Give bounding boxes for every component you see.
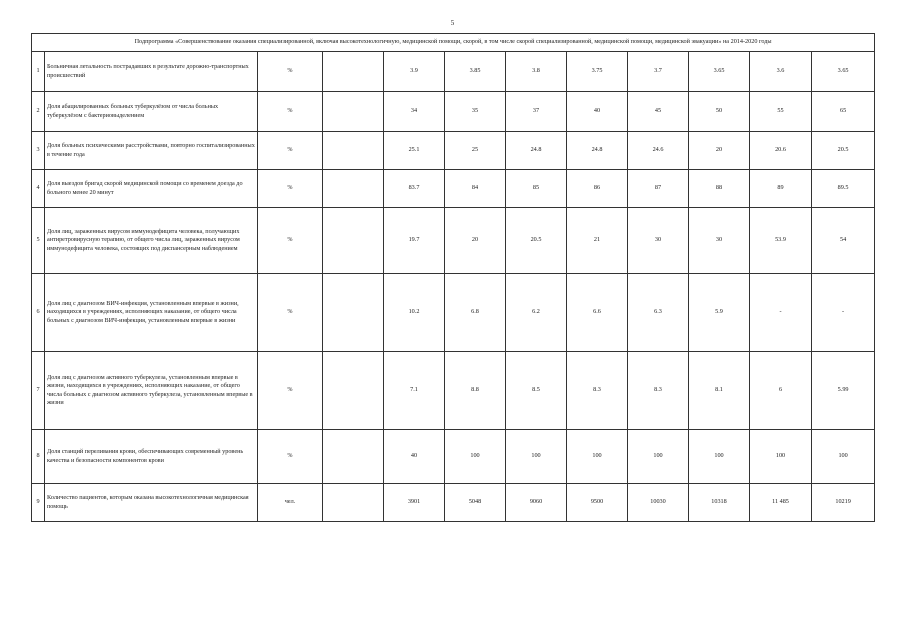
indicator-name: Количество пациентов, которым оказана высокотехнологичная медицинская помощь [45, 484, 258, 522]
value-cell: 85 [506, 170, 567, 208]
value-cell: 10219 [812, 484, 875, 522]
value-cell: 8.3 [567, 352, 628, 430]
value-cell: 3.6 [750, 52, 812, 92]
unit-cell: % [258, 52, 323, 92]
table-row [32, 352, 875, 430]
indicator-name: Доля лиц с диагнозом активного туберкулеза, установленным впервые в жизни, находящихся в учреждениях, исполняющих наказание, от общего числа больных с диагнозом активного туберкулеза, установленным впервые в жизни [45, 352, 258, 430]
value-cell: 3.75 [567, 52, 628, 92]
value-cell: 11 485 [750, 484, 812, 522]
value-cell: 53.9 [750, 208, 812, 274]
value-cell: 9060 [506, 484, 567, 522]
value-cell: 30 [689, 208, 750, 274]
subprogram-title: Подпрограмма «Совершенствование оказания специализированной, включая высокотехнологичную, медицинской помощи, скорой, в том числе скорой специализированной, медицинской помощи, медицинской эвакуации» на 2014-2020 годы [32, 34, 875, 52]
subprogram-title-row [32, 34, 875, 52]
value-cell: 10318 [689, 484, 750, 522]
row-number: 9 [32, 484, 45, 522]
value-cell: 100 [812, 430, 875, 484]
value-cell: 100 [750, 430, 812, 484]
value-cell: 87 [628, 170, 689, 208]
table-row [32, 274, 875, 352]
row-number: 2 [32, 92, 45, 132]
value-cell: 3.8 [506, 52, 567, 92]
row-number: 5 [32, 208, 45, 274]
value-cell: 10030 [628, 484, 689, 522]
value-cell: 8.8 [445, 352, 506, 430]
value-cell: 100 [689, 430, 750, 484]
indicator-name: Доля выездов бригад скорой медицинской помощи со временем доезда до больного менее 20 минут [45, 170, 258, 208]
value-cell: 54 [812, 208, 875, 274]
value-cell: 5.99 [812, 352, 875, 430]
value-cell: 24.8 [567, 132, 628, 170]
row-number: 6 [32, 274, 45, 352]
indicator-name: Доля лиц с диагнозом ВИЧ-инфекция, установленным впервые в жизни, находящихся в учреждениях, исполняющих наказание, от общего числа больных с диагнозом ВИЧ-инфекция, установленным впервые в жизни [45, 274, 258, 352]
value-cell: 40 [384, 430, 445, 484]
value-cell: 45 [628, 92, 689, 132]
value-cell: 3.7 [628, 52, 689, 92]
value-cell: 50 [689, 92, 750, 132]
value-cell: 3901 [384, 484, 445, 522]
value-cell: 24.6 [628, 132, 689, 170]
value-cell: - [750, 274, 812, 352]
value-cell: 40 [567, 92, 628, 132]
value-cell: 21 [567, 208, 628, 274]
value-cell: 84 [445, 170, 506, 208]
unit-cell: % [258, 170, 323, 208]
empty-cell [323, 430, 384, 484]
value-cell: 3.85 [445, 52, 506, 92]
value-cell: 35 [445, 92, 506, 132]
indicator-name: Доля больных психическими расстройствами, повторно госпитализированных в течение года [45, 132, 258, 170]
empty-cell [323, 274, 384, 352]
value-cell: 55 [750, 92, 812, 132]
value-cell: 20 [689, 132, 750, 170]
table-row [32, 132, 875, 170]
value-cell: 6 [750, 352, 812, 430]
empty-cell [323, 52, 384, 92]
value-cell: 6.2 [506, 274, 567, 352]
value-cell: 3.65 [689, 52, 750, 92]
indicator-name: Доля лиц, зараженных вирусом иммунодефицита человека, получающих антиретровирусную терапию, от общего числа лиц, зараженных вирусом иммунодефицита человека, состоящих под диспансерным наблюдением [45, 208, 258, 274]
value-cell: 19.7 [384, 208, 445, 274]
unit-cell: % [258, 132, 323, 170]
value-cell: 100 [628, 430, 689, 484]
row-number: 8 [32, 430, 45, 484]
value-cell: 37 [506, 92, 567, 132]
table-row [32, 92, 875, 132]
table-row [32, 52, 875, 92]
unit-cell: % [258, 352, 323, 430]
unit-cell: % [258, 274, 323, 352]
value-cell: 8.3 [628, 352, 689, 430]
page-number: 5 [450, 19, 455, 27]
value-cell: 100 [567, 430, 628, 484]
value-cell: 65 [812, 92, 875, 132]
empty-cell [323, 352, 384, 430]
table-row [32, 430, 875, 484]
row-number: 1 [32, 52, 45, 92]
value-cell: 6.8 [445, 274, 506, 352]
value-cell: 100 [506, 430, 567, 484]
value-cell: 9500 [567, 484, 628, 522]
value-cell: 20.6 [750, 132, 812, 170]
value-cell: 8.1 [689, 352, 750, 430]
value-cell: 89.5 [812, 170, 875, 208]
value-cell: 3.65 [812, 52, 875, 92]
value-cell: 89 [750, 170, 812, 208]
value-cell: 5.9 [689, 274, 750, 352]
empty-cell [323, 484, 384, 522]
value-cell: 10.2 [384, 274, 445, 352]
value-cell: 100 [445, 430, 506, 484]
value-cell: 34 [384, 92, 445, 132]
value-cell: 86 [567, 170, 628, 208]
row-number: 3 [32, 132, 45, 170]
empty-cell [323, 208, 384, 274]
value-cell: 88 [689, 170, 750, 208]
unit-cell: % [258, 92, 323, 132]
indicator-name: Доля абацилированных больных туберкулёзом от числа больных туберкулёзом с бактериовыделением [45, 92, 258, 132]
unit-cell: чел. [258, 484, 323, 522]
value-cell: 20 [445, 208, 506, 274]
empty-cell [323, 92, 384, 132]
unit-cell: % [258, 208, 323, 274]
indicator-name: Доля станций переливания крови, обеспечивающих современный уровень качества и безопасности компонентов крови [45, 430, 258, 484]
indicators-table [31, 33, 875, 522]
value-cell: 25 [445, 132, 506, 170]
value-cell: 8.5 [506, 352, 567, 430]
value-cell: - [812, 274, 875, 352]
unit-cell: % [258, 430, 323, 484]
value-cell: 25.1 [384, 132, 445, 170]
row-number: 7 [32, 352, 45, 430]
empty-cell [323, 132, 384, 170]
value-cell: 20.5 [506, 208, 567, 274]
indicator-name: Больничная летальность пострадавших в результате дорожно-транспортных происшествий [45, 52, 258, 92]
row-number: 4 [32, 170, 45, 208]
value-cell: 6.6 [567, 274, 628, 352]
value-cell: 7.1 [384, 352, 445, 430]
value-cell: 5048 [445, 484, 506, 522]
value-cell: 3.9 [384, 52, 445, 92]
value-cell: 30 [628, 208, 689, 274]
table-row [32, 170, 875, 208]
table-row [32, 484, 875, 522]
value-cell: 6.3 [628, 274, 689, 352]
empty-cell [323, 170, 384, 208]
value-cell: 20.5 [812, 132, 875, 170]
value-cell: 24.8 [506, 132, 567, 170]
value-cell: 83.7 [384, 170, 445, 208]
table-row [32, 208, 875, 274]
